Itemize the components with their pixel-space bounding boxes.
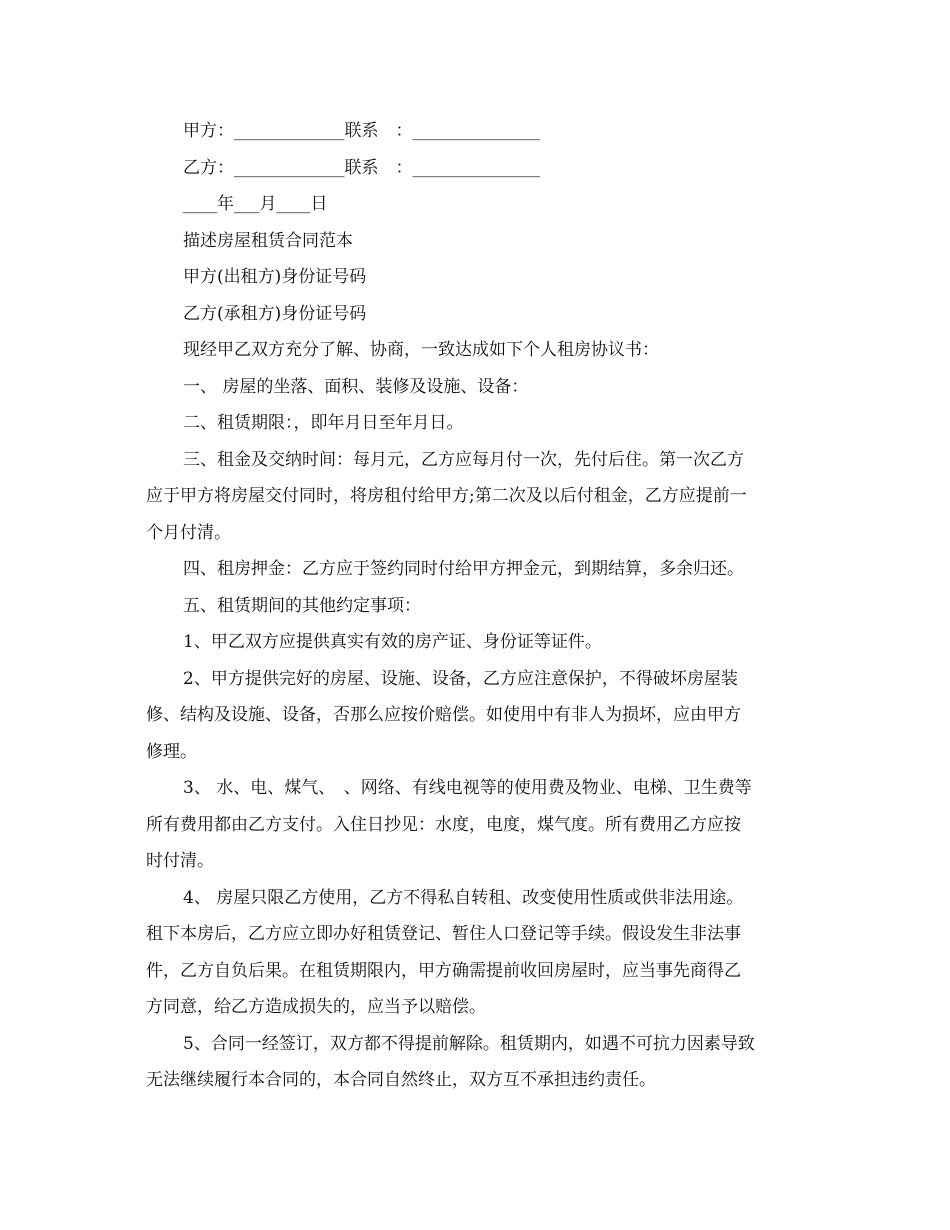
item-4-line: 方同意，给乙方造成损失的，应当予以赔偿。 (146, 997, 486, 1017)
item-2-line: 修、结构及设施、设备，否那么应按价赔偿。如使用中有非人为损坏，应由甲方 (146, 705, 741, 725)
clause-2: 二、租赁期限：，即年月日至年月日。 (183, 413, 464, 433)
clause-5-heading: 五、租赁期间的其他约定事项： (183, 596, 421, 616)
item-4-line: 件，乙方自负后果。在租赁期限内，甲方确需提前收回房屋时，应当事先商得乙 (146, 961, 741, 981)
item-2-line: 修理。 (146, 742, 197, 762)
clause-1: 一、 房屋的坐落、面积、装修及设施、设备： (183, 377, 529, 397)
item-1: 1、甲乙双方应提供真实有效的房产证、身份证等证件。 (183, 632, 602, 652)
item-3-line: 时付清。 (146, 851, 214, 871)
clause-3-line: 三、租金及交纳时间：每月元，乙方应每月付一次，先付后住。第一次乙方 (183, 450, 744, 470)
item-5-line: 无法继续履行本合同的，本合同自然终止，双方互不承担违约责任。 (146, 1070, 656, 1090)
clause-3-line: 个月付清。 (146, 523, 231, 543)
item-4-line: 4、 房屋只限乙方使用，乙方不得私自转租、改变使用性质或供非法用途。 (183, 888, 744, 908)
party-b-signature-line: 乙方：_____________联系 ：_______________ (183, 158, 540, 178)
lessor-id-line: 甲方(出租方)身份证号码 (183, 267, 367, 287)
date-line: ____年___月____日 (183, 194, 328, 214)
intro-paragraph: 现经甲乙双方充分了解、协商，一致达成如下个人租房协议书： (183, 340, 659, 360)
item-3-line: 所有费用都由乙方支付。入住日抄见：水度，电度，煤气度。所有费用乙方应按 (146, 815, 741, 835)
item-3-line: 3、 水、电、煤气、 、网络、有线电视等的使用费及物业、电梯、卫生费等 (183, 778, 752, 798)
item-2-line: 2、甲方提供完好的房屋、设施、设备，乙方应注意保护，不得破坏房屋装 (183, 669, 738, 689)
item-4-line: 租下本房后，乙方应立即办好租赁登记、暂住人口登记等手续。假设发生非法事 (146, 924, 741, 944)
party-a-signature-line: 甲方：_____________联系 ：_______________ (183, 121, 540, 141)
clause-3-line: 应于甲方将房屋交付同时，将房租付给甲方;第二次及以后付租金，乙方应提前一 (146, 486, 747, 506)
document-title: 描述房屋租赁合同范本 (183, 231, 353, 251)
item-5-line: 5、合同一经签订，双方都不得提前解除。租赁期内，如遇不可抗力因素导致 (183, 1034, 755, 1054)
lessee-id-line: 乙方(承租方)身份证号码 (183, 304, 367, 324)
clause-4: 四、租房押金：乙方应于签约同时付给甲方押金元，到期结算，多余归还。 (183, 559, 744, 579)
